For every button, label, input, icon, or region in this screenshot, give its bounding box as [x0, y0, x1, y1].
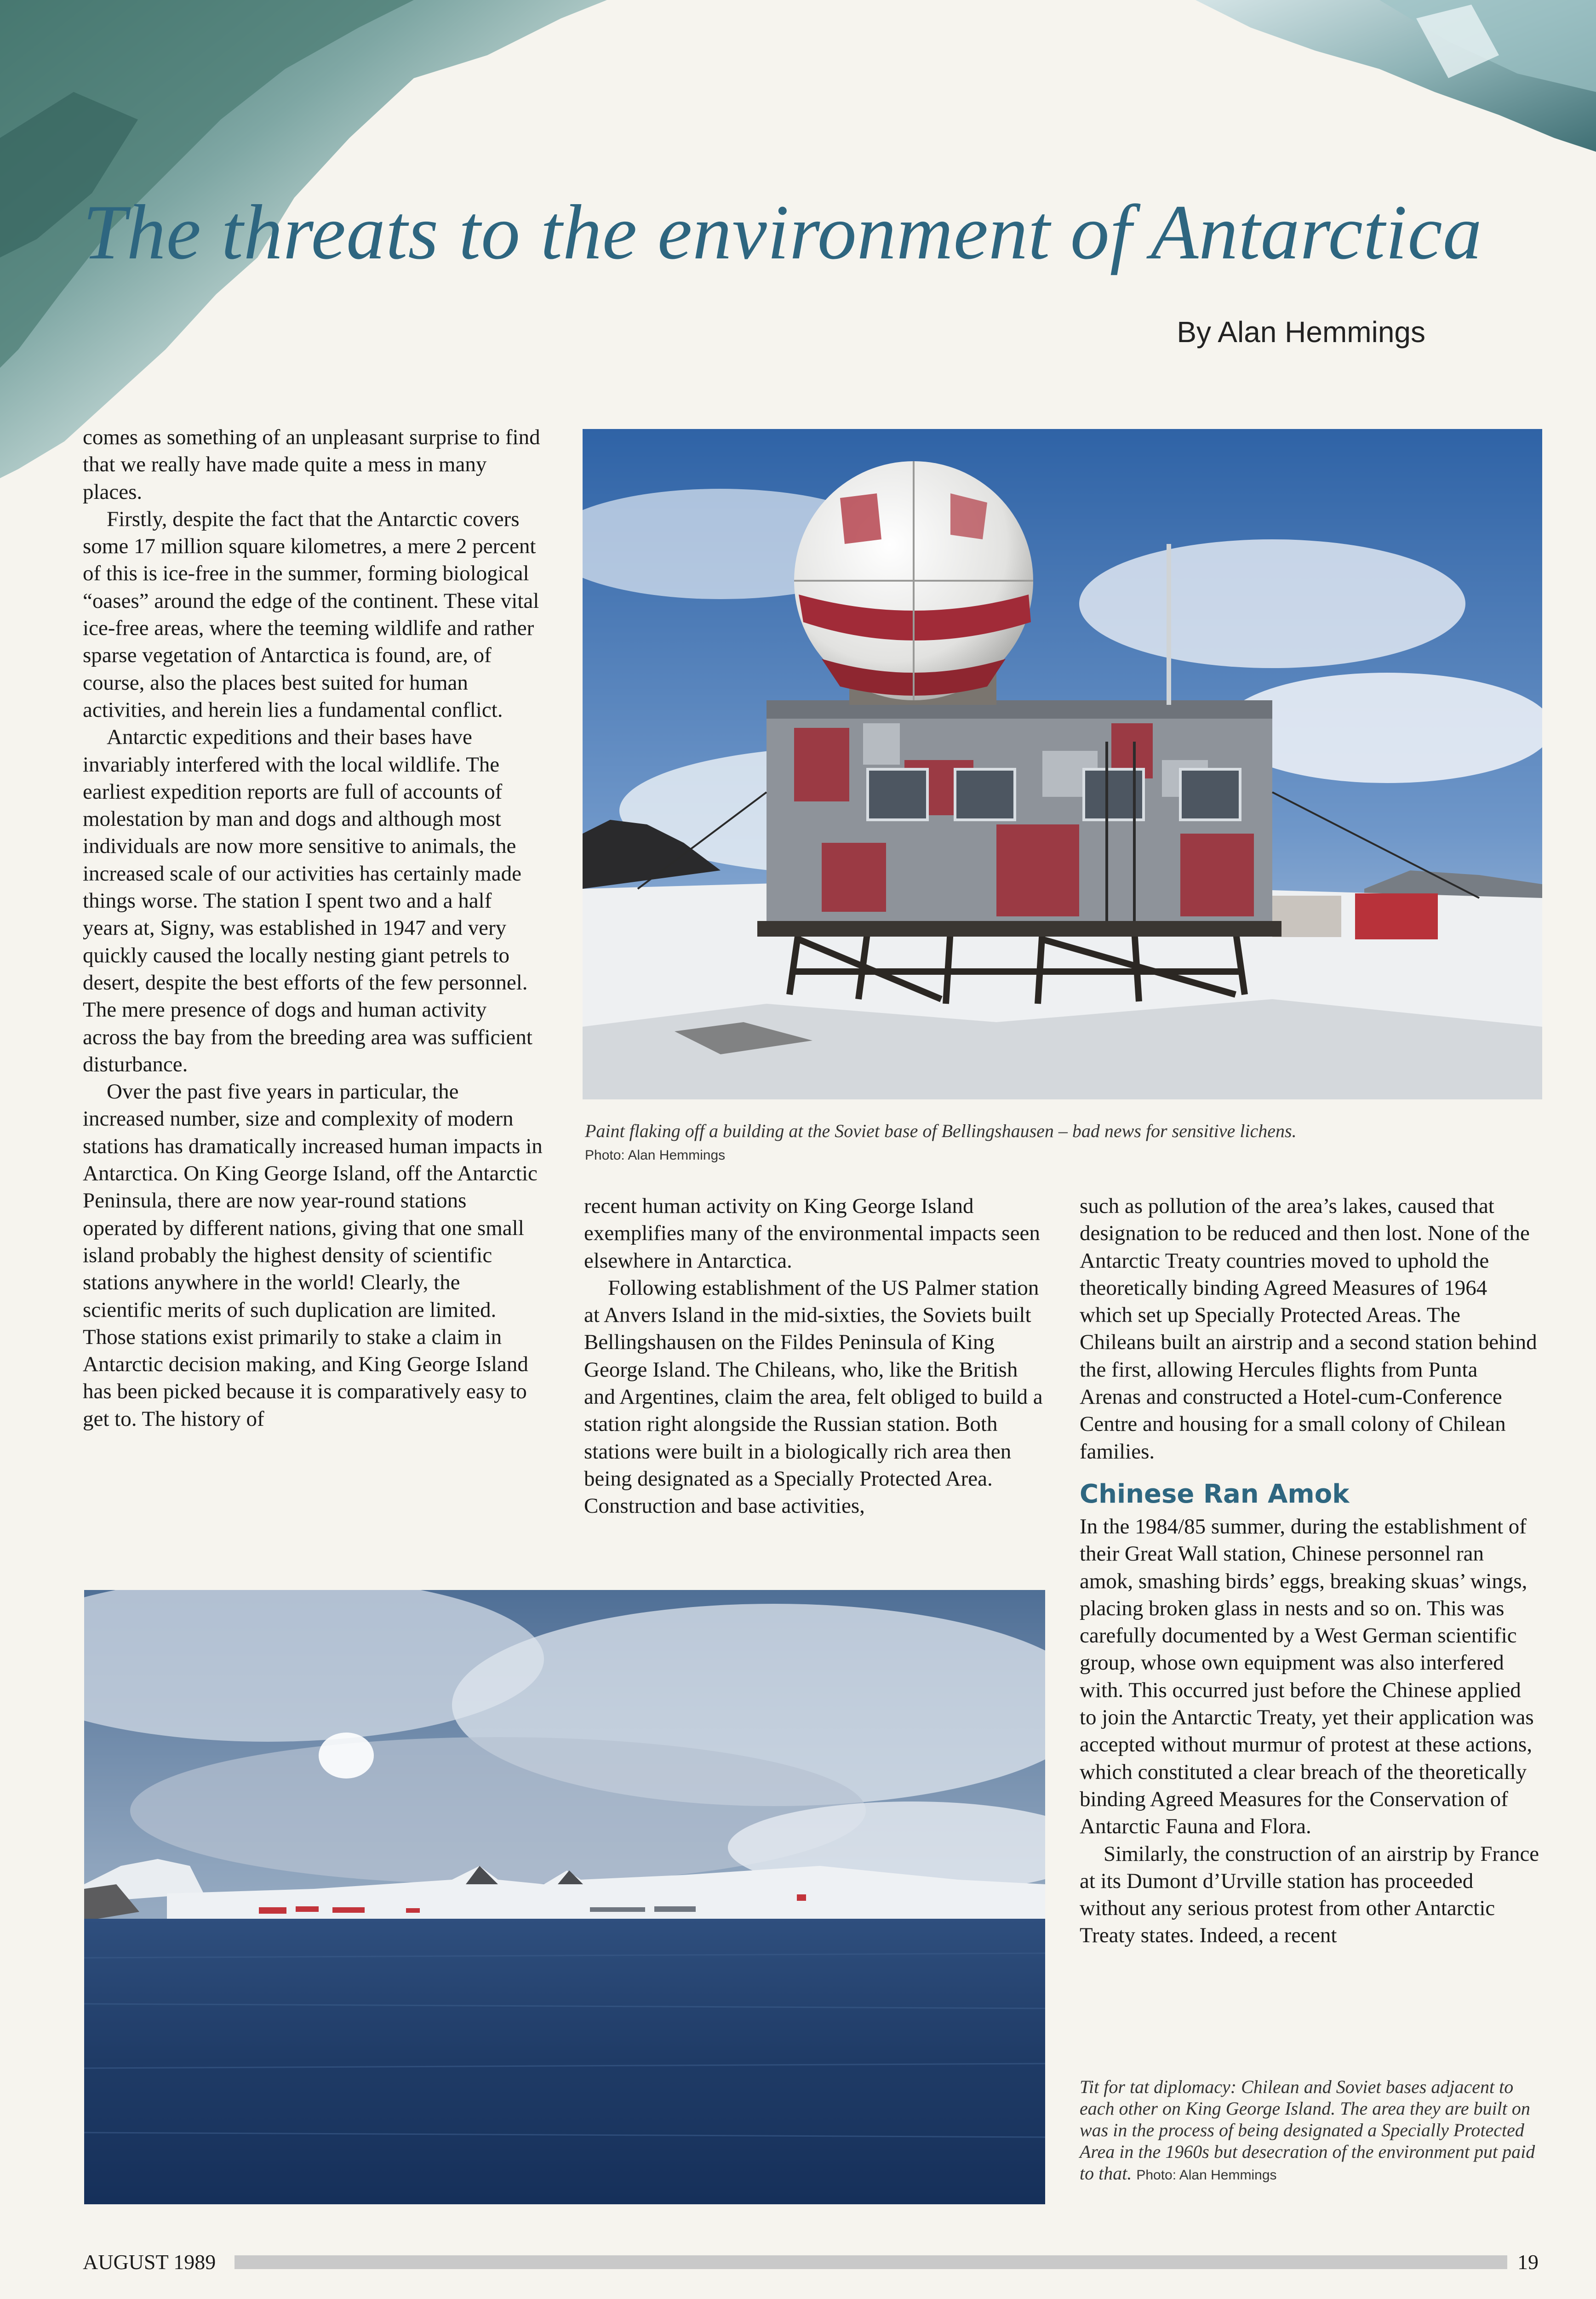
- footer-issue-date: AUGUST 1989: [83, 2250, 216, 2274]
- paragraph: recent human activity on King George Island exemplifies many of the environmental impacts seen elsewhere in Antarctica.: [584, 1194, 1040, 1273]
- page-number: 19: [1517, 2250, 1539, 2274]
- paragraph: Following establishment of the US Palmer station at Anvers Island in the mid-sixties, the Soviets built Bellingshausen on the Fildes Peninsula of King George Island. The Chileans, who, like the British and Argentines, claim the area, felt obliged to build a station right alongside the Russian station. Both stations were built in a biologically rich area then being designated as a Specially Protected Area. Construction and base activities,: [584, 1275, 1043, 1518]
- photo-bottom-caption: [1080, 2076, 1544, 2186]
- footer-rule: [235, 2255, 1507, 2269]
- paragraph: such as pollution of the area’s lakes, caused that designation to be reduced and then lost. None of the Antarctic Treaty countries moved to uphold the theoretically binding Agreed Measures of 1964 which set up Specially Protected Areas. The Chileans built an airstrip and a second station behind the first, allowing Hercules flights from Punta Arenas and constructed a Hotel-cum-Conference Centre and housing for a small colony of Chilean families.: [1080, 1194, 1537, 1464]
- photo-bottom-caption-text: Tit for tat diplomacy: Chilean and Soviet bases adjacent to each other on King George Island. The area they are built on was in the process of being designated a Specially Protected Area in the 1960s but desecration of the environment put paid to that.: [1080, 2076, 1535, 2184]
- byline: By Alan Hemmings: [1177, 315, 1425, 349]
- article-column-2: [584, 1193, 1044, 1520]
- paragraph: In the 1984/85 summer, during the establishment of their Great Wall station, Chinese personnel ran amok, smashing birds’ eggs, breaking skuas’ wings, placing broken glass in nests and so on. This was carefully documented by a West German scientific group, whose own equipment was also interfered with. This occurred just before the Chinese applied to join the Antarctic Treaty, yet their application was accepted without murmur of protest at these actions, which constituted a clear breach of the theoretically binding Agreed Measures for the Conservation of Antarctic Fauna and Flora.: [1080, 1514, 1534, 1839]
- paragraph: Firstly, despite the fact that the Antarctic covers some 17 million square kilometres, a mere 2 percent of this is ice-free in the summer, forming biological “oases” around the edge of the continent. These vital ice-free areas, where the teeming wildlife and rather sparse vegetation of Antarctica is found, are, of course, also the places best suited for human activities, and herein lies a fundamental conflict.: [83, 507, 539, 722]
- photo-soviet-building: [583, 429, 1542, 1099]
- article-column-3: [1080, 1193, 1539, 1950]
- photo-bottom-credit: Photo: Alan Hemmings: [1136, 2167, 1277, 2183]
- paragraph: Similarly, the construction of an airstrip by France at its Dumont d’Urville station has proceeded without any serious protest from other Antarctic Treaty states. Indeed, a recent: [1080, 1841, 1539, 1948]
- article-column-1: [83, 424, 543, 1433]
- photo-top-caption: Paint flaking off a building at the Soviet base of Bellingshausen – bad news for sensitive lichens.: [585, 1121, 1297, 1141]
- section-subhead: Chinese Ran Amok: [1080, 1479, 1350, 1509]
- paragraph: comes as something of an unpleasant surprise to find that we really have made quite a mess in many places.: [83, 425, 540, 504]
- photo-king-george-island-bay: [84, 1590, 1045, 2204]
- paragraph: Antarctic expeditions and their bases have invariably interfered with the local wildlife. The earliest expedition reports are full of accounts of molestation by man and dogs and although most individuals are now more sensitive to animals, the increased scale of our activities has certainly made things worse. The station I spent two and a half years at, Signy, was established in 1947 and very quickly caused the locally nesting giant petrels to desert, despite the best efforts of the few personnel. The mere presence of dogs and human activity across the bay from the breeding area was sufficient disturbance.: [83, 725, 532, 1076]
- paragraph: Over the past five years in particular, the increased number, size and complexity of modern stations has dramatically increased human impacts in Antarctica. On King George Island, off the Antarctic Peninsula, there are now year-round stations operated by different nations, giving that one small island probably the highest density of scientific stations anywhere in the world! Clearly, the scientific merits of such duplication are limited. Those stations exist primarily to stake a claim in Antarctic decision making, and King George Island has been picked because it is comparatively easy to get to. The history of: [83, 1080, 543, 1431]
- photo-top-credit: Photo: Alan Hemmings: [585, 1148, 726, 1163]
- article-title: The threats to the environment of Antarctica: [83, 189, 1482, 275]
